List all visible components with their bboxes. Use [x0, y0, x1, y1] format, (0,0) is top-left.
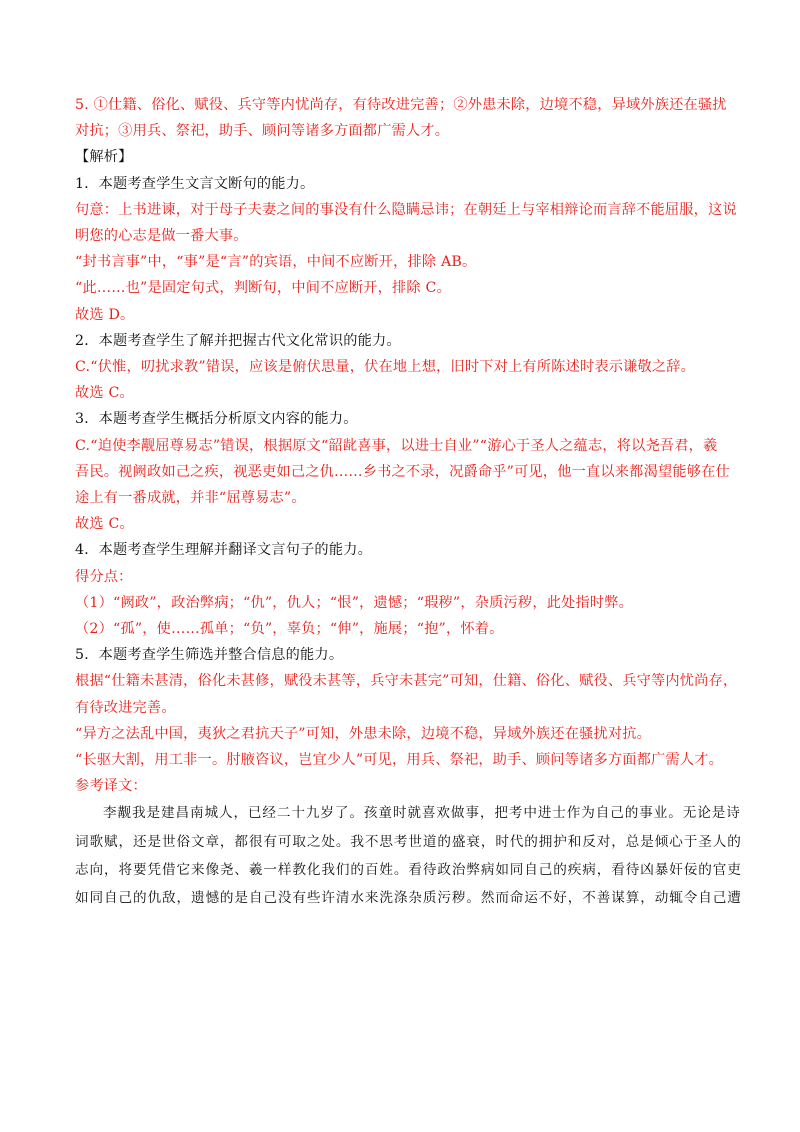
answer-5-line-2: 对抗；③用兵、祭祀，助手、顾问等诸多方面都广需人才。: [75, 123, 450, 140]
q2-heading: 2．本题考查学生了解并把握古代文化常识的能力。: [75, 332, 401, 349]
q3-line-2: 吾民。视阙政如己之疾，视恶吏如己之仇……乡书之不录，况爵命乎”可见，他一直以来都渴望能够在仕: [75, 463, 730, 480]
q5-line-1: 根据“仕籍未甚清，俗化未甚修，赋役未甚等，兵守未甚完”可知，仕籍、俗化、赋役、兵守等内忧尚存，: [75, 673, 738, 690]
translation-heading: 参考译文：: [75, 778, 147, 795]
translation-line-1: 李觏我是建昌南城人，已经二十九岁了。孩童时就喜欢做事，把考中进士作为自己的事业。无论是诗: [103, 805, 741, 822]
document-body: [75, 92, 742, 912]
q1-line-1: 句意：上书进谏，对于母子夫妻之间的事没有什么隐瞒忌讳；在朝廷上与宰相辩论而言辞不能屈服，这说: [75, 201, 737, 218]
q1-line-3: “封书言事”中，“事”是“言”的宾语，中间不应断开，排除 AB。: [75, 254, 477, 271]
q4-point-2: （2）“孤”，使……孤单；“负”，辜负；“伸”，施展；“抱”，怀着。: [75, 621, 504, 638]
q3-line-3: 途上有一番成就，并非“屈尊易志”。: [75, 490, 306, 507]
q5-line-4: “长驱大割，用工非一。肘腋咨议，岂宜少人”可见，用兵、祭祀，助手、顾问等诸多方面都广需人才。: [75, 752, 723, 769]
translation-line-2: 词歌赋，还是世俗文章，都很有可取之处。我不思考世道的盛衰，时代的拥护和反对，总是倾心于圣人的: [75, 833, 742, 850]
q1-answer: 故选 D。: [75, 306, 135, 323]
q1-line-4: “此……也”是固定句式，判断句，中间不应断开，排除 C。: [75, 280, 451, 297]
translation-line-4: 如同自己的仇敌，遗憾的是自己没有些许清水来洗涤杂质污秽。然而命运不好，不善谋算，动辄令自己遭: [75, 890, 742, 907]
q2-answer: 故选 C。: [75, 385, 134, 402]
analysis-heading: 【解析】: [75, 149, 133, 166]
q1-heading: 1．本题考查学生文言文断句的能力。: [75, 175, 315, 192]
q3-line-1: C.“迫使李觏屈尊易志”错误，根据原文“韶龀喜事，以进士自业”“游心于圣人之蕴志，将以尧吾君，羲: [75, 437, 718, 454]
q5-line-3: “异方之法乱中国，夷狄之君抗天子”可知，外患未除，边境不稳，异域外族还在骚扰对抗。: [75, 725, 652, 742]
q4-point-1: （1）“阙政”，政治弊病；“仇”，仇人；“恨”，遗憾；“瑕秽”，杂质污秽，此处指时弊。: [75, 594, 634, 611]
q4-scoring-label: 得分点：: [75, 568, 133, 585]
q5-heading: 5．本题考查学生筛选并整合信息的能力。: [75, 647, 344, 664]
q3-heading: 3．本题考查学生概括分析原文内容的能力。: [75, 411, 358, 428]
q4-heading: 4．本题考查学生理解并翻译文言句子的能力。: [75, 542, 372, 559]
q1-line-2: 明您的心志是做一番大事。: [75, 228, 248, 245]
q5-line-2: 有待改进完善。: [75, 699, 176, 716]
q2-line-1: C.“伏惟，叨扰求教”错误，应该是俯伏思量，伏在地上想，旧时下对上有所陈述时表示谦敬之辞。: [75, 359, 696, 376]
translation-line-3: 志向，将要凭借它来像尧、羲一样教化我们的百姓。看待政治弊病如同自己的疾病，看待凶暴奸佞的官吏: [75, 861, 742, 878]
q3-answer: 故选 C。: [75, 516, 134, 533]
answer-5-line-1: 5. ①仕籍、俗化、赋役、兵守等内忧尚存，有待改进完善；②外患未除，边境不稳，异域外族还在骚扰: [75, 97, 727, 113]
